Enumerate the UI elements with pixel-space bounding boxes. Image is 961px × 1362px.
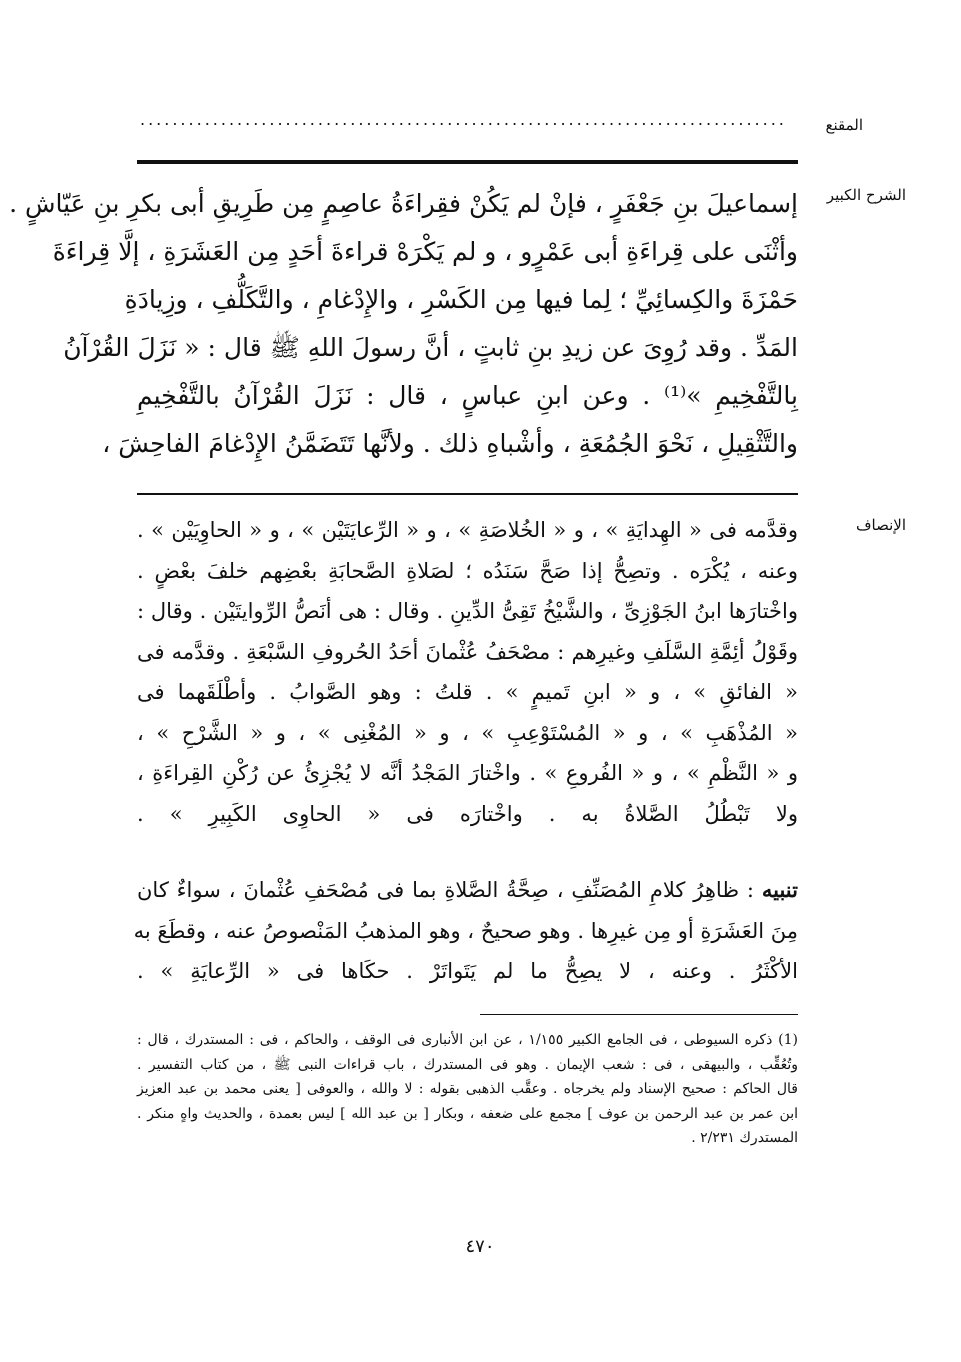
section-divider-rule bbox=[137, 493, 798, 495]
footnote-rule bbox=[480, 1014, 798, 1015]
footnote-line: ابن عمر بن عبد الرحمن بن عوف ] مجمع على ضعفه ، وبكار [ بن عبد الله ] ليس بعمدة ، والحديث واهٍ منكر . bbox=[137, 1105, 798, 1122]
sharh-line: إسماعيلَ بنِ جَعْفَرٍ ، فإنْ لم يَكُنْ فقِراءَةُ عاصِمٍ مِن طَرِيقِ أبى بكرِ بنِ عَيّاشٍ . bbox=[9, 189, 798, 218]
footnote-line: قال الحاكم : صحيح الإسناد ولم يخرجاه . وعقَّب الذهبى بقوله : لا والله ، والعوفى [ يعنى محمد بن عبد العزيز bbox=[137, 1081, 798, 1097]
footnote-line: وتُعُقِّب ، والبيهقى ، فى : شعب الإيمان . وهو فى المستدرك ، باب قراءات النبى ﷺ ، من كتاب التفسير . bbox=[137, 1056, 798, 1073]
insaf-line: ولا تَبْطُلُ الصَّلاةُ به . واخْتارَه فى « الحاوِى الكَبِيرِ » . bbox=[137, 801, 798, 826]
insaf-line: « الفائقِ » ، و « ابنِ تَميمٍ » . قلتُ : وهو الصَّوابُ . وأطْلَقَهما فى bbox=[137, 680, 798, 704]
sharh-line: والتَّثْقِيلِ ، نَحْوَ الجُمُعَةِ ، وأشْباهِ ذلك . ولأنَّها تَتَضَمَّنُ الإِدْغامَ الفاحِشَ ، bbox=[102, 429, 798, 458]
insaf-text-block bbox=[137, 510, 798, 834]
insaf-line: وقَوْلُ أئِمَّةِ السَّلَفِ وغيرِهم : مصْحَفُ عُثْمانَ أحَدُ الحُروفِ السَّبْعَةِ . وقدَّمه فى bbox=[137, 639, 798, 664]
sharh-line: المَدِّ . وقد رُوِىَ عن زيدِ بنِ ثابتٍ ، أنَّ رسولَ اللهِ ﷺ قال : « نَزَلَ القُرْآنُ bbox=[63, 333, 798, 362]
tanbih-first-line bbox=[137, 870, 798, 911]
tanbih-line: الأكْثَرُ . وعنه ، لا يصِحُّ ما لم يَتَواتَرْ . حكَاها فى « الرِّعايَةِ » . bbox=[137, 959, 798, 983]
sharh-line: حَمْزَةَ والكِسائِيِّ ؛ لِما فيها مِن الكَسْرِ ، والإِدْغامِ ، والتَّكَلُّفِ ، وزِيادَةِ bbox=[124, 285, 798, 314]
insaf-line: واخْتارَها ابنُ الجَوْزِىِّ ، والشَّيْخُ تَقِىُّ الدِّينِ . وقال : هى أنَصُّ الرِّوايتَيْن . وقال : bbox=[137, 599, 798, 623]
insaf-line: و « النَّظْمِ » ، و « الفُروعِ » . واخْتارَ المَجْدُ أنَّه لا يُجْزِئُ عن رُكْنِ القِراءَةِ ، bbox=[137, 761, 798, 785]
footnote-line: (1) ذكره السيوطى ، فى الجامع الكبير ١/١٥٥ ، عن ابن الأنبارى فى الوقف ، والحاكم ، فى : المستدرك ، قال : bbox=[137, 1032, 798, 1048]
insaf-line: وعنه ، يُكْرَه . وتصِحُّ إذا صَحَّ سَنَدُه ؛ لصَلاةِ الصَّحابَةِ بعْضِهم خلفَ بعْضٍ . bbox=[137, 558, 798, 583]
sharh-text-block bbox=[9, 180, 798, 468]
insaf-line: « المُذْهَبِ » ، و « المُسْتَوْعِبِ » ، و « المُغْنِى » ، و « الشَّرْحِ » ، bbox=[137, 720, 798, 745]
tanbih-lead-word: تنبيه bbox=[761, 877, 798, 902]
insaf-line: وقدَّمه فى « الهِدايَةِ » ، و « الخُلاصَةِ » ، و « الرِّعايَتَيْن » ، و « الحاوِيَيْن » . bbox=[137, 518, 798, 542]
footnote-line: المستدرك ٢/٢٣١ . bbox=[691, 1130, 798, 1146]
running-header-title: المقنع bbox=[825, 116, 863, 134]
footnote-block bbox=[137, 1028, 798, 1151]
tanbih-text-block bbox=[133, 870, 798, 992]
sharh-line: بِالتَّفْخِيمِ »⁽¹⁾ . وعن ابنِ عباسٍ ، قال : نَزَلَ القُرْآنُ بالتَّفْخِيمِ bbox=[137, 381, 798, 410]
section-label-sharh: الشرح الكبير bbox=[826, 186, 906, 204]
header-dotted-leader: ................................................................................ bbox=[140, 110, 787, 129]
page-number: ٤٧٠ bbox=[465, 1236, 495, 1257]
section-label-insaf: الإنصاف bbox=[855, 516, 906, 534]
tanbih-first-text: : ظاهِرُ كلامِ المُصَنِّفِ ، صِحَّةُ الصَّلاةِ بما فى مُصْحَفِ عُثْمانَ ، سواءٌ كان bbox=[137, 878, 754, 902]
sharh-line: وأثْنَى على قِراءَةِ أبى عَمْرٍو ، و لم يَكْرَهْ قراءةَ أحَدٍ مِن العَشَرَةِ ، إلَّا قِراءَةَ bbox=[52, 237, 798, 266]
tanbih-line: مِنَ العَشَرَةِ أو مِن غيرِها . وهو صحيحٌ ، وهو المذهبُ المَنْصوصُ عنه ، وقطَعَ به bbox=[133, 918, 798, 943]
header-rule bbox=[137, 160, 798, 164]
